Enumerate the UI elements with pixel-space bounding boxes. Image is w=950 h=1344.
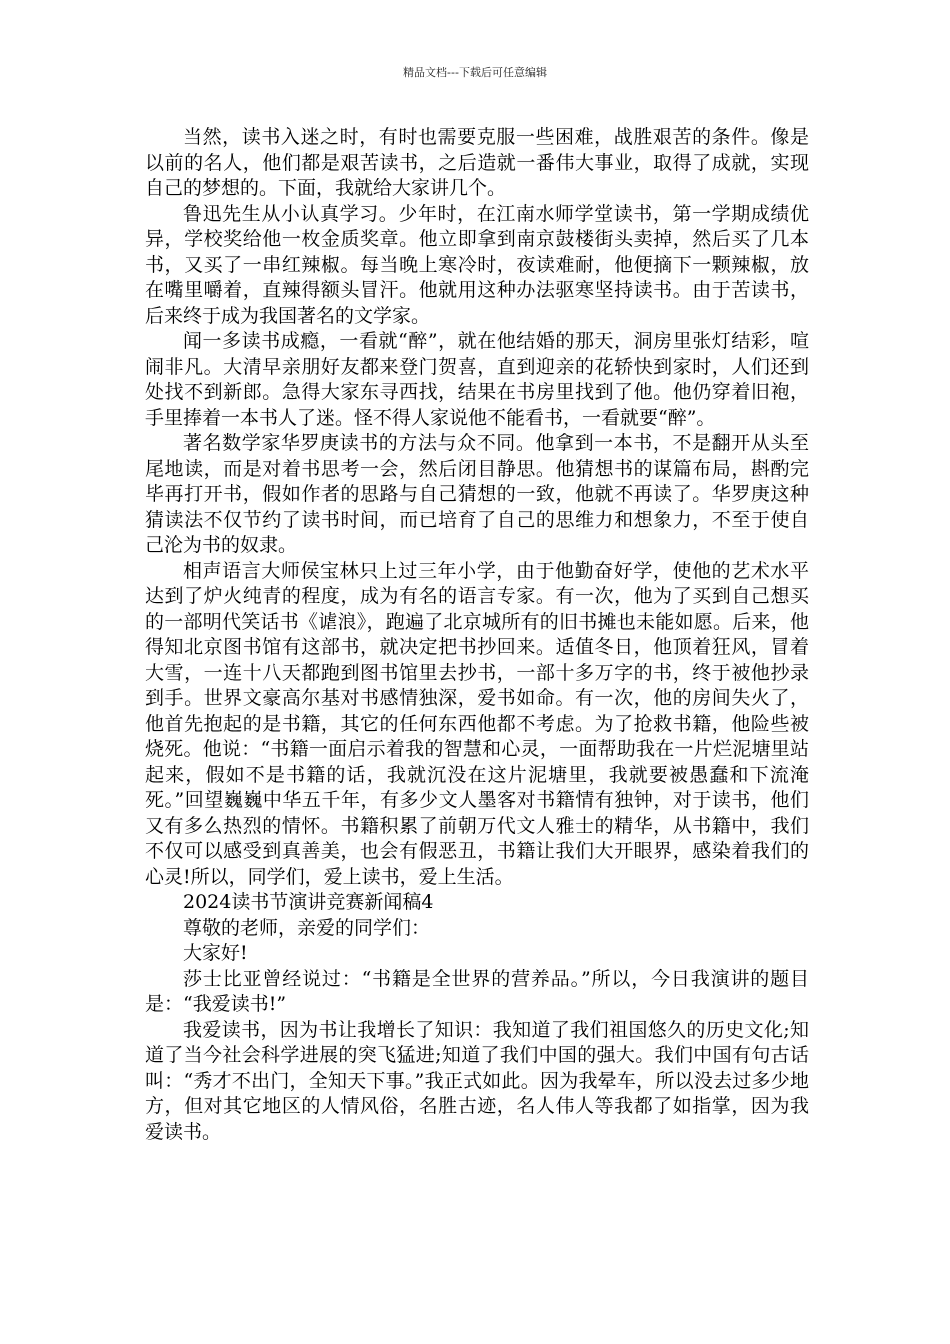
section-title: 2024读书节演讲竞赛新闻稿4 (183, 891, 434, 913)
paragraph-shakespeare: 莎士比亚曾经说过：“书籍是全世界的营养品。”所以，今日我演讲的题目是：“我爱读书!” (145, 967, 809, 1015)
paragraph-intro: 当然，读书入迷之时，有时也需要克服一些困难，战胜艰苦的条件。像是以前的名人，他们都是艰苦读书，之后造就一番伟大事业，取得了成就，实现自己的梦想的。下面，我就给大家讲几个。 (145, 126, 809, 199)
paragraph-wen-yiduo: 闻一多读书成瘾，一看就“醉”，就在他结婚的那天，洞房里张灯结彩，喧闹非凡。大清早亲朋好友都来登门贺喜，直到迎亲的花轿快到家时，人们还到处找不到新郎。急得大家东寻西找，结果在书房里找到了他。他仍穿着旧袍，手里捧着一本书人了迷。怪不得人家说他不能看书，一看就要“醉”。 (145, 330, 809, 429)
paragraph-i-love-reading: 我爱读书，因为书让我增长了知识：我知道了我们祖国悠久的历史文化;知道了当今社会科学进展的突飞猛进;知道了我们中国的强大。我们中国有句古话叫：“秀才不出门，全知天下事。”我正式如此。因为我晕车，所以没去过多少地方，但对其它地区的人情风俗，名胜古迹，名人伟人等我都了如指掌，因为我爱读书。 (145, 1018, 809, 1143)
document-body (145, 125, 809, 1145)
page-header: 精品文档---下载后可任意编辑 (403, 66, 547, 79)
greeting: 大家好! (183, 942, 248, 964)
paragraph-hou-baolin: 相声语言大师侯宝林只上过三年小学，由于他勤奋好学，使他的艺术水平达到了炉火纯青的程度，成为有名的语言专家。有一次，他为了买到自己想买的一部明代笑话书《谑浪》，跑遍了北京城所有的旧书摊也未能如愿。后来，他得知北京图书馆有这部书，就决定把书抄回来。适值冬日，他顶着狂风，冒着大雪，一连十八天都跑到图书馆里去抄书，一部十多万字的书，终于被他抄录到手。世界文豪高尔基对书感情独深，爱书如命。有一次，他的房间失火了，他首先抱起的是书籍，其它的任何东西他都不考虑。为了抢救书籍，他险些被烧死。他说：“书籍一面启示着我的智慧和心灵，一面帮助我在一片烂泥塘里站起来，假如不是书籍的话，我就沉没在这片泥塘里，我就要被愚蠢和下流淹死。”回望巍巍中华五千年，有多少文人墨客对书籍情有独钟，对于读书，他们又有多么热烈的情怀。书籍积累了前朝万代文人雅士的精华，从书籍中，我们不仅可以感受到真善美，也会有假恶丑，书籍让我们大开眼界，感染着我们的心灵!所以，同学们，爱上读书，爱上生活。 (145, 559, 809, 888)
paragraph-hua-luogeng: 著名数学家华罗庚读书的方法与众不同。他拿到一本书，不是翻开从头至尾地读，而是对着书思考一会，然后闭目静思。他猜想书的谋篇布局，斟酌完毕再打开书，假如作者的思路与自己猜想的一致，他就不再读了。华罗庚这种猜读法不仅节约了读书时间，而已培育了自己的思维力和想象力，不至于使自己沦为书的奴隶。 (145, 432, 809, 556)
paragraph-lu-xun: 鲁迅先生从小认真学习。少年时，在江南水师学堂读书，第一学期成绩优异，学校奖给他一枚金质奖章。他立即拿到南京鼓楼街头卖掉，然后买了几本书，又买了一串红辣椒。每当晚上寒冷时，夜读难耐，他便摘下一颗辣椒，放在嘴里嚼着，直辣得额头冒汗。他就用这种办法驱寒坚持读书。由于苦读书，后来终于成为我国著名的文学家。 (145, 202, 809, 327)
salutation: 尊敬的老师，亲爱的同学们： (183, 916, 431, 939)
